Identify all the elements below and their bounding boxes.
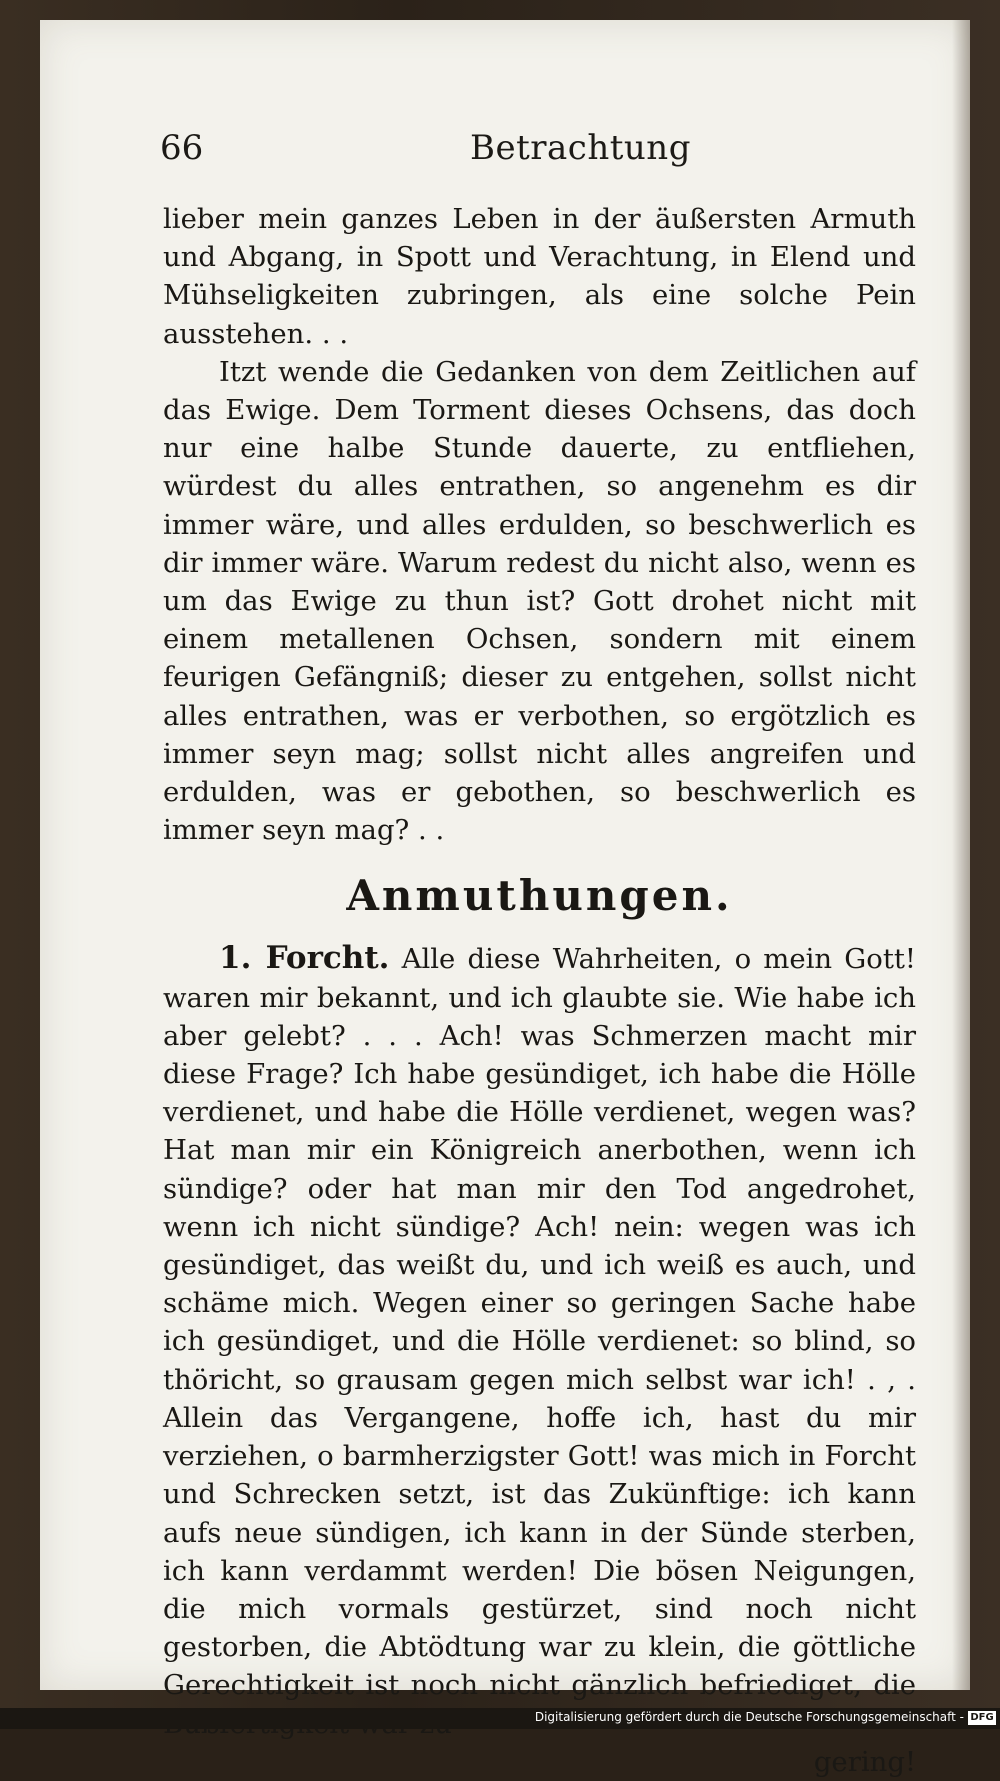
digitization-footer	[0, 1708, 1000, 1729]
funding-credit: Digitalisierung gefördert durch die Deutsche Forschungsgemeinschaft -	[534, 1710, 964, 1724]
paragraph-eternity: Itzt wende die Gedanken von dem Zeitlichen auf das Ewige. Dem Torment dieses Ochsens, das doch nur eine halbe Stunde dauerte, zu entfliehen, würdest du alles entrathen, so angenehm es dir immer wäre, und alles erdulden, so beschwerlich es dir immer wäre. Warum redest du nicht also, wenn es um das Ewige zu thun ist? Gott drohet nicht mit einem metallenen Ochsen, sondern mit einem feurigen Gefängniß; dieser zu entgehen, sollst nicht alles entrathen, was er verbothen, so ergötzlich es immer seyn mag; sollst nicht alles angreifen und erdulden, was er gebothen, so beschwerlich es immer seyn mag? . .	[163, 355, 916, 847]
point-1-text: Alle diese Wahrheiten, o mein Gott! waren mir bekannt, und ich glaubte sie. Wie habe ich aber gelebt? . . . Ach! was Schmerzen macht mir diese Frage? Ich habe gesündiget, ich habe die Hölle verdienet, und habe die Hölle verdienet, wegen was? Hat man mir ein Königreich anerbothen, wenn ich sündige? oder hat man mir den Tod angedrohet, wenn ich nicht sündige? Ach! nein: wegen was ich gesündiget, das weißt du, und ich weiß es auch, und schäme mich. Wegen einer so geringen Sache habe ich gesündiget, und die Hölle verdienet: so blind, so thöricht, so grausam gegen mich selbst war ich! . , . Allein das Vergangene, hoffe ich, hast du mir verziehen, o barmherzigster Gott! was mich in Forcht und Schrecken setzt, ist das Zukünftige: ich kann aufs neue sündigen, ich kann in der Sünde sterben, ich kann verdammt werden! Die bösen Neigungen, die mich vormals gestürzet, sind noch nicht gestorben, die Abtödtung war zu klein, die göttliche Gerechtigkeit ist noch nicht gänzlich befriediget, die	[163, 943, 916, 1702]
page-number: 66	[160, 128, 204, 168]
page-spine-shadow	[952, 20, 970, 1690]
paragraph-point-1	[163, 939, 916, 1742]
dfg-logo: DFG	[968, 1711, 996, 1725]
running-head	[40, 128, 970, 178]
catchword-line: gering!	[813, 1745, 916, 1778]
paragraph-continuation: lieber mein ganzes Leben in der äußersten Armuth und Abgang, in Spott und Verachtung, in Elend und Mühseligkeiten zubringen, als eine solche Pein ausstehen. . .	[163, 203, 916, 350]
point-1-lead: 1. Forcht.	[219, 940, 390, 977]
main-text	[163, 200, 916, 1781]
running-title: Betrachtung	[470, 128, 691, 168]
section-heading: Anmuthungen.	[346, 871, 733, 921]
